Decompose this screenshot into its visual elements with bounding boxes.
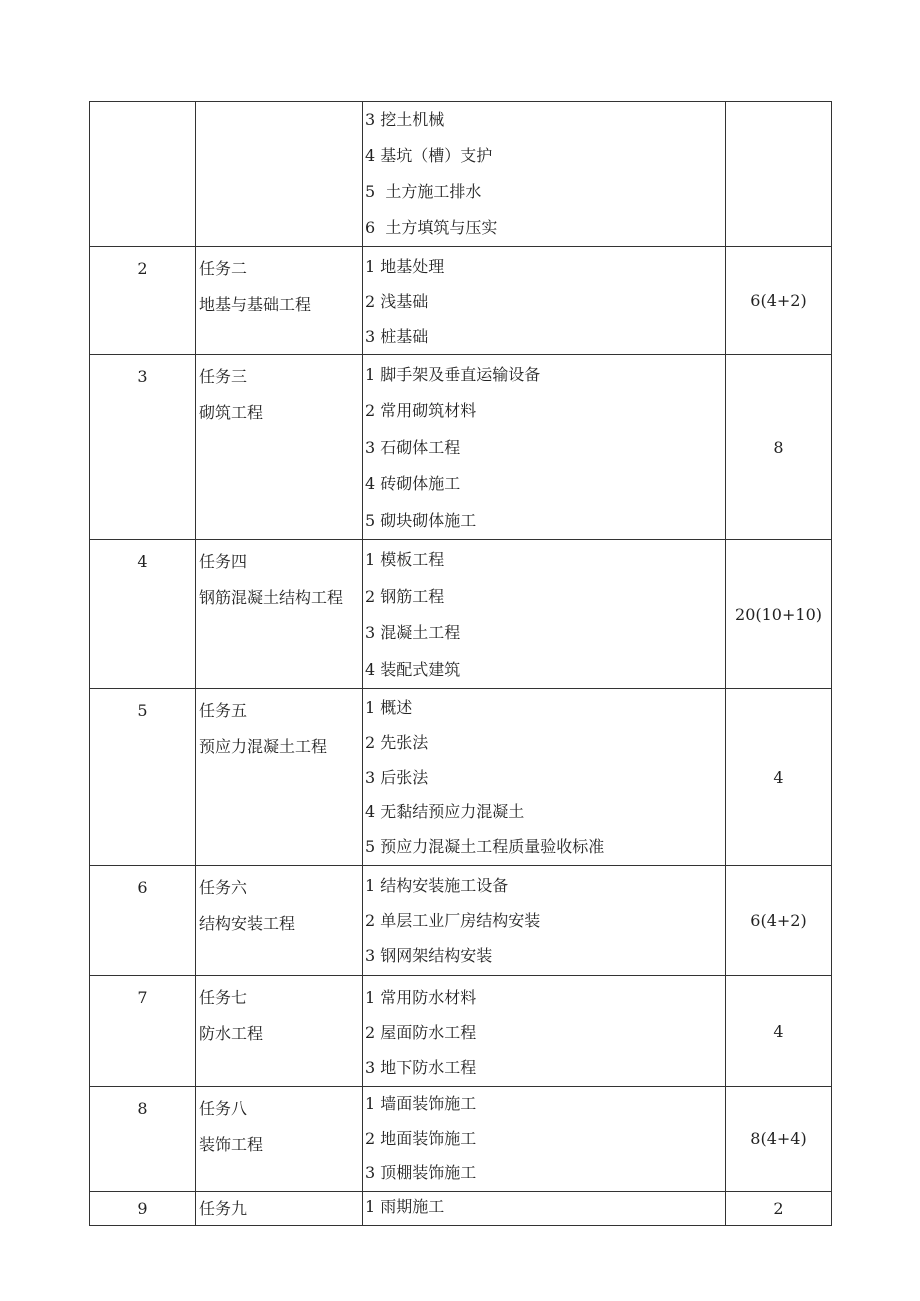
content-cell [363,540,726,689]
content-item: 5 预应力混凝土工程质量验收标准 [365,837,605,857]
content-item: 5 土方施工排水 [365,182,482,201]
content-item: 1 地基处理 [365,257,445,276]
row-number: 3 [137,367,148,386]
content-item: 4 砖砌体施工 [365,474,461,494]
content-cell [363,689,726,866]
row-number: 4 [137,552,148,572]
row-number-cell [90,1191,196,1225]
hours-value: 6(4+2) [750,911,807,931]
course-schedule-table [89,101,832,1226]
table-row [90,689,832,866]
row-number: 2 [137,259,148,278]
task-label: 任务二 [199,259,248,278]
content-item: 2 常用砌筑材料 [365,401,477,421]
content-cell [363,102,726,247]
content-cell [363,247,726,355]
content-item: 3 后张法 [365,767,429,787]
content-item: 6 土方填筑与压实 [365,218,498,237]
content-item: 5 砌块砌体施工 [365,510,477,530]
table-row [90,102,832,247]
content-cell [363,355,726,540]
content-cell [363,1087,726,1192]
hours-cell [726,540,832,689]
content-item: 3 地下防水工程 [365,1058,477,1078]
row-number: 9 [137,1198,148,1218]
table-row [90,1087,832,1192]
hours-value: 4 [773,767,784,787]
table-row [90,976,832,1087]
task-cell [196,247,363,355]
task-cell [196,355,363,540]
task-label: 任务三 [199,367,248,386]
row-number-cell [90,355,196,540]
task-title: 砌筑工程 [199,403,264,422]
row-number-cell [90,102,196,247]
content-item: 3 桩基础 [365,327,429,346]
content-item: 3 顶棚装饰施工 [365,1163,477,1183]
content-item: 1 墙面装饰施工 [365,1094,477,1114]
content-item: 2 单层工业厂房结构安装 [365,911,541,931]
task-title: 结构安装工程 [199,914,296,934]
task-label: 任务五 [199,701,248,721]
task-cell [196,866,363,976]
table-row [90,540,832,689]
content-cell [363,866,726,976]
row-number-cell [90,689,196,866]
hours-value: 20(10+10) [735,604,822,624]
task-title: 装饰工程 [199,1135,264,1155]
table-row [90,355,832,540]
content-item: 1 概述 [365,698,413,718]
hours-cell [726,102,832,247]
hours-cell [726,1191,832,1225]
content-item: 2 浅基础 [365,292,429,311]
task-title: 钢筋混凝土结构工程 [199,588,344,608]
table-body [90,102,832,1226]
hours-value: 2 [773,1198,784,1218]
row-number: 6 [137,878,148,898]
task-cell [196,689,363,866]
content-item: 3 挖土机械 [365,110,445,129]
table-row [90,247,832,355]
table-row [90,1191,832,1225]
row-number [90,102,195,114]
content-item: 4 基坑（槽）支护 [365,146,493,165]
hours-value: 8(4+4) [750,1129,807,1149]
row-number: 5 [137,701,148,721]
row-number-cell [90,540,196,689]
content-item: 2 钢筋工程 [365,586,445,606]
content-item: 1 脚手架及垂直运输设备 [365,365,541,384]
hours-cell [726,1087,832,1192]
hours-value: 8 [773,437,784,457]
hours-cell [726,976,832,1087]
content-item: 1 模板工程 [365,550,445,570]
row-number-cell [90,866,196,976]
content-item: 3 钢网架结构安装 [365,946,493,966]
hours-value: 6(4+2) [750,291,807,310]
content-cell [363,1191,726,1225]
content-item: 1 结构安装施工设备 [365,876,509,896]
content-item: 4 装配式建筑 [365,659,461,679]
content-item: 3 混凝土工程 [365,623,461,643]
task-label: 任务七 [199,988,248,1008]
row-number: 8 [137,1099,148,1119]
row-number: 7 [137,988,148,1008]
content-item: 3 石砌体工程 [365,437,461,457]
content-item: 2 地面装饰施工 [365,1128,477,1148]
task-title: 防水工程 [199,1024,264,1044]
task-title: 预应力混凝土工程 [199,737,328,757]
hours-cell [726,866,832,976]
task-label: 任务八 [199,1099,248,1119]
task-cell [196,102,363,247]
hours-value: 4 [773,1021,784,1041]
task-cell [196,1087,363,1192]
row-number-cell [90,247,196,355]
table-row [90,866,832,976]
task-cell [196,976,363,1087]
content-item: 4 无黏结预应力混凝土 [365,802,525,822]
row-number-cell [90,1087,196,1192]
task-label: 任务四 [199,552,248,572]
task-cell [196,1191,363,1225]
hours-cell [726,355,832,540]
row-number-cell [90,976,196,1087]
hours-cell [726,247,832,355]
content-cell [363,976,726,1087]
hours-cell [726,689,832,866]
content-item: 2 先张法 [365,732,429,752]
task-label: 任务六 [199,878,248,898]
content-item: 1 雨期施工 [365,1196,445,1216]
task-cell [196,540,363,689]
content-item: 2 屋面防水工程 [365,1023,477,1043]
task-label: 任务九 [199,1198,248,1218]
content-item: 1 常用防水材料 [365,988,477,1008]
task-title: 地基与基础工程 [199,295,312,314]
